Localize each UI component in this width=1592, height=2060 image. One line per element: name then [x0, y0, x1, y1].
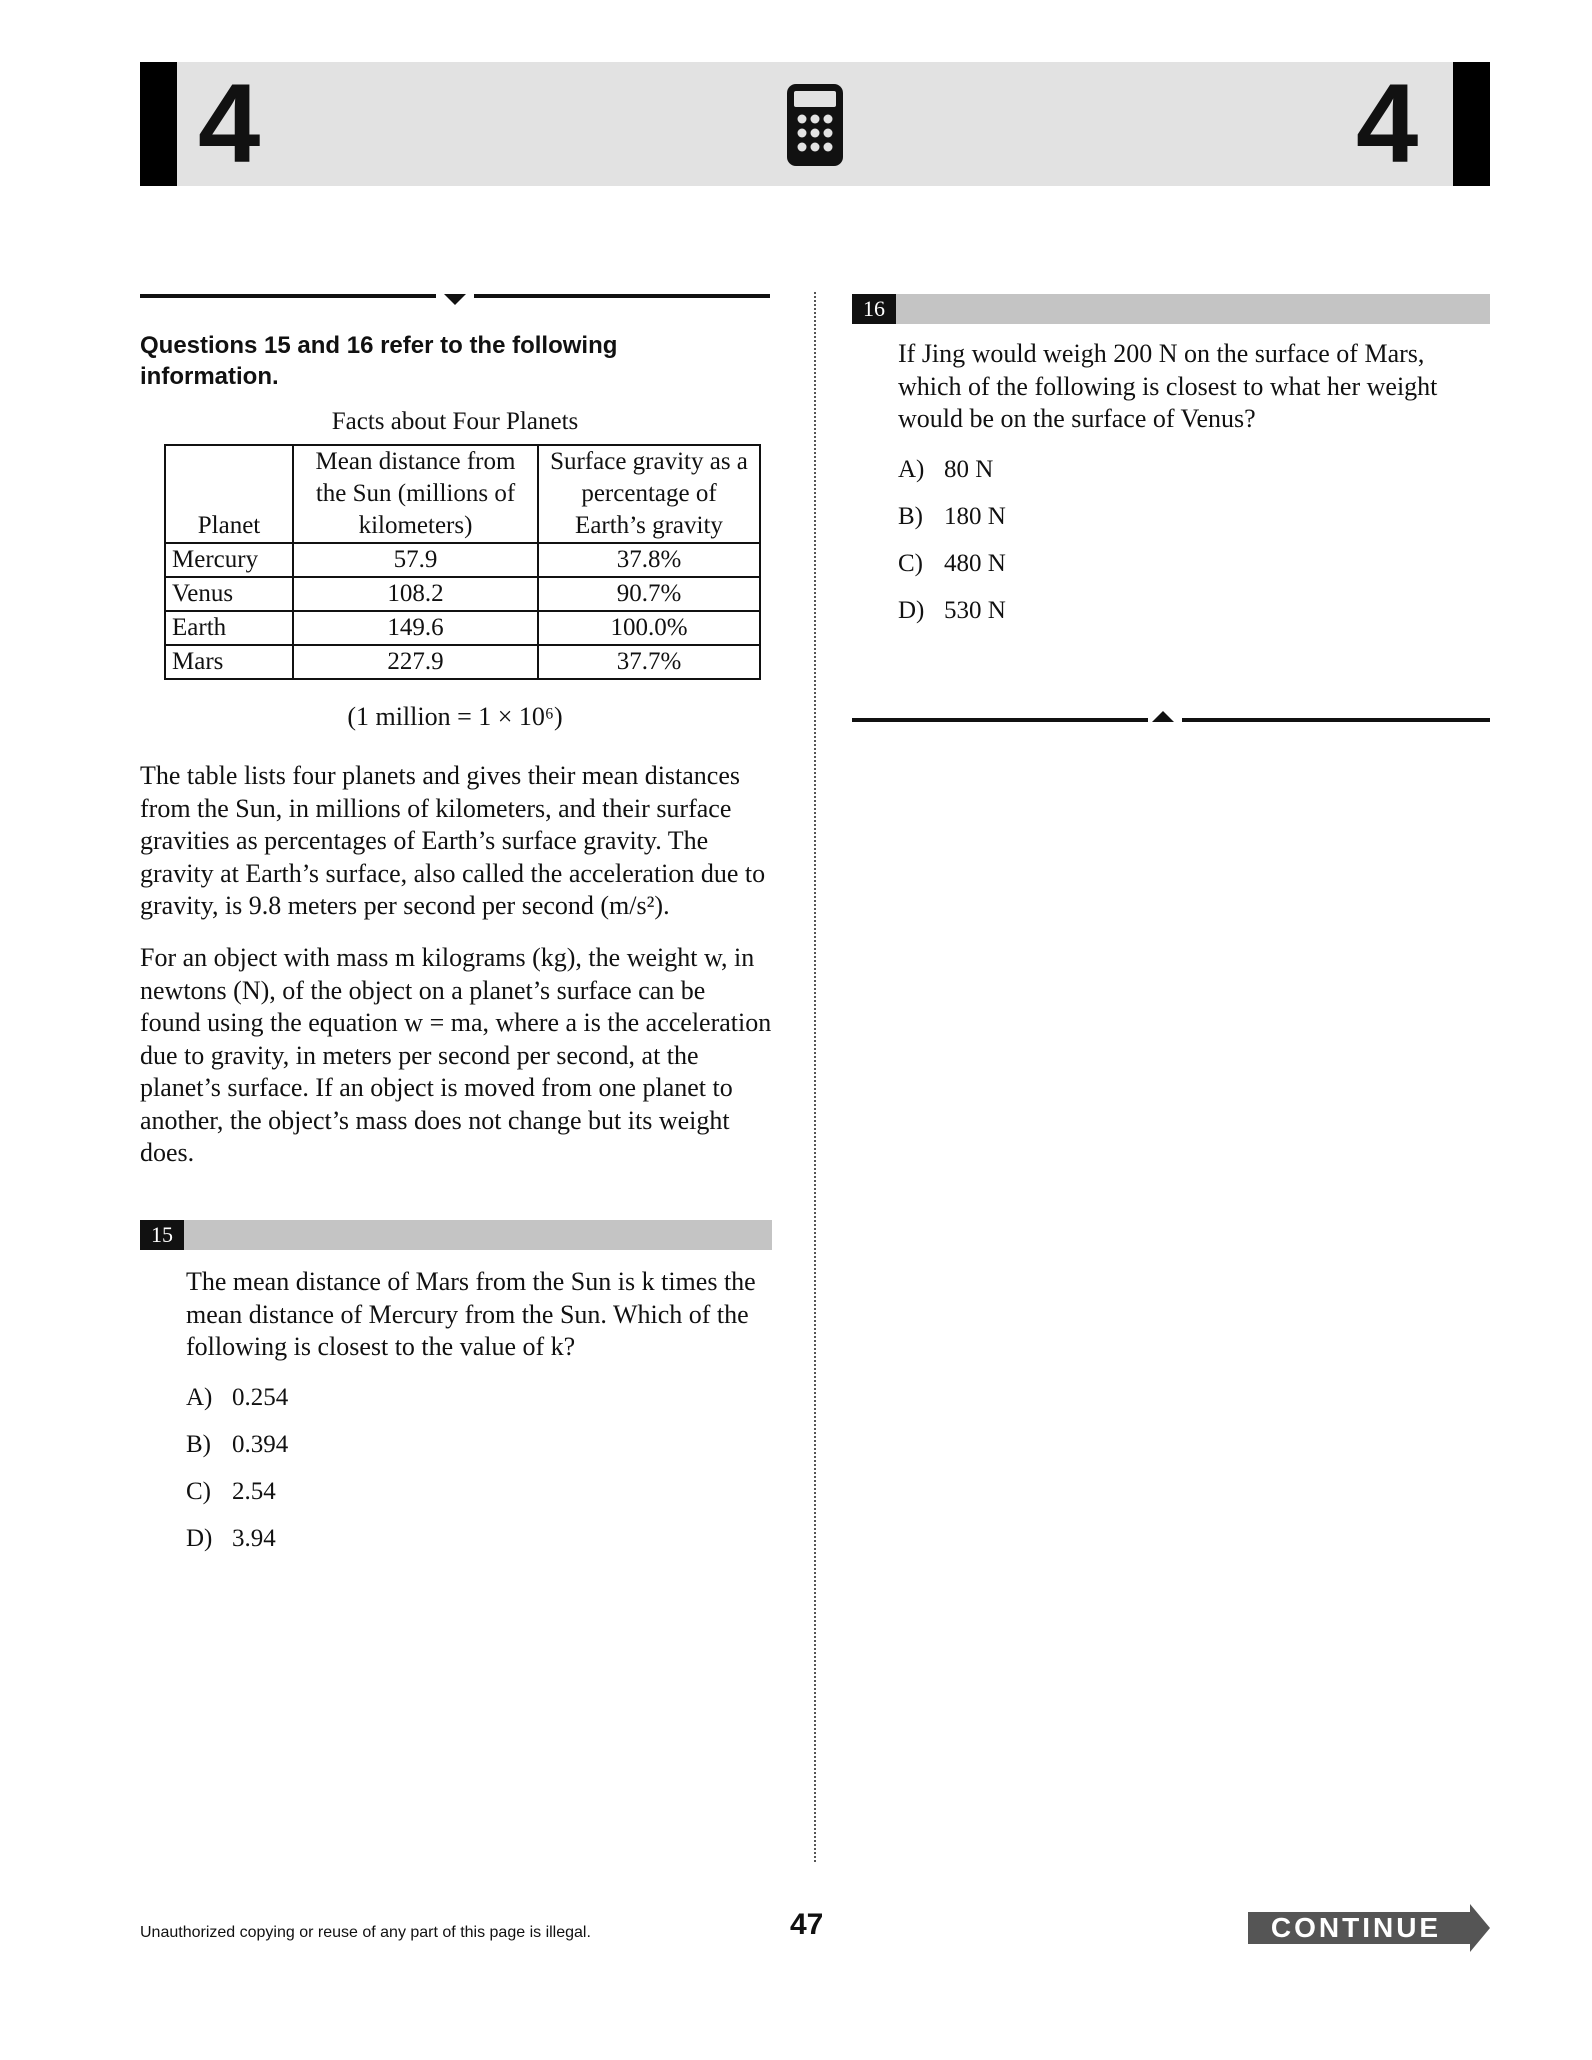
choice-letter: A): [186, 1384, 213, 1411]
passage-start-marker: [444, 294, 466, 305]
question-16-number: 16: [852, 294, 896, 324]
table-cell: 37.8%: [538, 543, 760, 577]
planets-table: [164, 444, 761, 680]
table-row: [165, 577, 760, 611]
table-cell: 227.9: [293, 645, 538, 679]
page-number: 47: [790, 1908, 824, 1941]
table-cell: 90.7%: [538, 577, 760, 611]
calculator-icon: [785, 82, 845, 168]
section-number-left: 4: [198, 61, 261, 186]
answer-choice[interactable]: [898, 550, 1006, 597]
million-note: (1 million = 1 × 10⁶): [347, 702, 563, 731]
question-16-banner: [852, 294, 1490, 324]
answer-choice[interactable]: [186, 1525, 288, 1572]
table-cell: 149.6: [293, 611, 538, 645]
choice-text: 180 N: [944, 503, 1006, 530]
choice-letter: B): [186, 1431, 211, 1458]
choice-text: 80 N: [944, 456, 994, 483]
table-cell: Earth: [165, 611, 293, 645]
passage-intro: Questions 15 and 16 refer to the following information.: [140, 332, 618, 390]
table-cell: 37.7%: [538, 645, 760, 679]
passage-end-marker: [1152, 711, 1174, 722]
table-cell: Venus: [165, 577, 293, 611]
passage-end-rule-right: [1182, 718, 1490, 722]
question-15-number: 15: [140, 1220, 184, 1250]
choice-text: 2.54: [232, 1478, 276, 1505]
choice-text: 530 N: [944, 597, 1006, 624]
choice-text: 0.254: [232, 1384, 289, 1411]
table-cell: 100.0%: [538, 611, 760, 645]
table-row: [165, 645, 760, 679]
answer-choice[interactable]: [898, 456, 1006, 503]
header-bar-right: [1453, 62, 1490, 186]
table-header: Mean distance from the Sun (millions of kilometers): [293, 445, 538, 543]
table-cell: 57.9: [293, 543, 538, 577]
choice-letter: C): [898, 550, 923, 577]
choice-letter: A): [898, 456, 925, 483]
passage-paragraph-1: The table lists four planets and gives their mean distances from the Sun, in millions of kilometers, and their surface gravities as percentages of Earth’s surface gravity. The gravity at Earth’s surface, also called the acceleration due to gravity, is 9.8 meters per second per second (m/s²).: [140, 761, 766, 920]
choice-letter: D): [898, 597, 925, 624]
passage-paragraph-2: For an object with mass m kilograms (kg), the weight w, in newtons (N), of the object on a planet’s surface can be found using the equation w = ma, where a is the acceleration due to gravity, in meters per second per second, at the planet’s surface. If an object is moved from one planet to another, the object’s mass does not change but its weight does.: [140, 943, 772, 1167]
passage-top-rule-right: [474, 294, 770, 298]
table-cell: Mars: [165, 645, 293, 679]
answer-choice[interactable]: [186, 1384, 288, 1431]
column-divider: [814, 292, 816, 1862]
passage-end-rule-left: [852, 718, 1148, 722]
choice-letter: C): [186, 1478, 211, 1505]
continue-label: CONTINUE: [1270, 1912, 1442, 1943]
choice-text: 3.94: [232, 1525, 276, 1552]
passage-top-rule-left: [140, 294, 436, 298]
answer-choice[interactable]: [186, 1431, 288, 1478]
table-header-row: [165, 445, 760, 543]
table-cell: 108.2: [293, 577, 538, 611]
table-row: [165, 543, 760, 577]
choice-letter: D): [186, 1525, 213, 1552]
choice-text: 0.394: [232, 1431, 289, 1458]
table-row: [165, 611, 760, 645]
question-15-text: The mean distance of Mars from the Sun is k times the mean distance of Mercury from the Sun. Which of the following is closest to the value of k?: [186, 1267, 756, 1361]
question-15-choices: [186, 1384, 288, 1572]
answer-choice[interactable]: [186, 1478, 288, 1525]
table-header: Planet: [165, 445, 293, 543]
choice-text: 480 N: [944, 550, 1006, 577]
continue-button[interactable]: [1248, 1904, 1490, 1952]
answer-choice[interactable]: [898, 503, 1006, 550]
table-header: Surface gravity as a percentage of Earth’s gravity: [538, 445, 760, 543]
table-caption: Facts about Four Planets: [331, 408, 579, 435]
section-number-right: 4: [1356, 61, 1419, 186]
header-bar-left: [140, 62, 177, 186]
choice-letter: B): [898, 503, 923, 530]
copyright-notice: Unauthorized copying or reuse of any part of this page is illegal.: [140, 1924, 591, 1941]
answer-choice[interactable]: [898, 597, 1006, 644]
question-16-text: If Jing would weigh 200 N on the surface of Mars, which of the following is closest to what her weight would be on the surface of Venus?: [898, 339, 1438, 433]
question-16-choices: [898, 456, 1006, 644]
table-cell: Mercury: [165, 543, 293, 577]
question-15-banner: [140, 1220, 772, 1250]
